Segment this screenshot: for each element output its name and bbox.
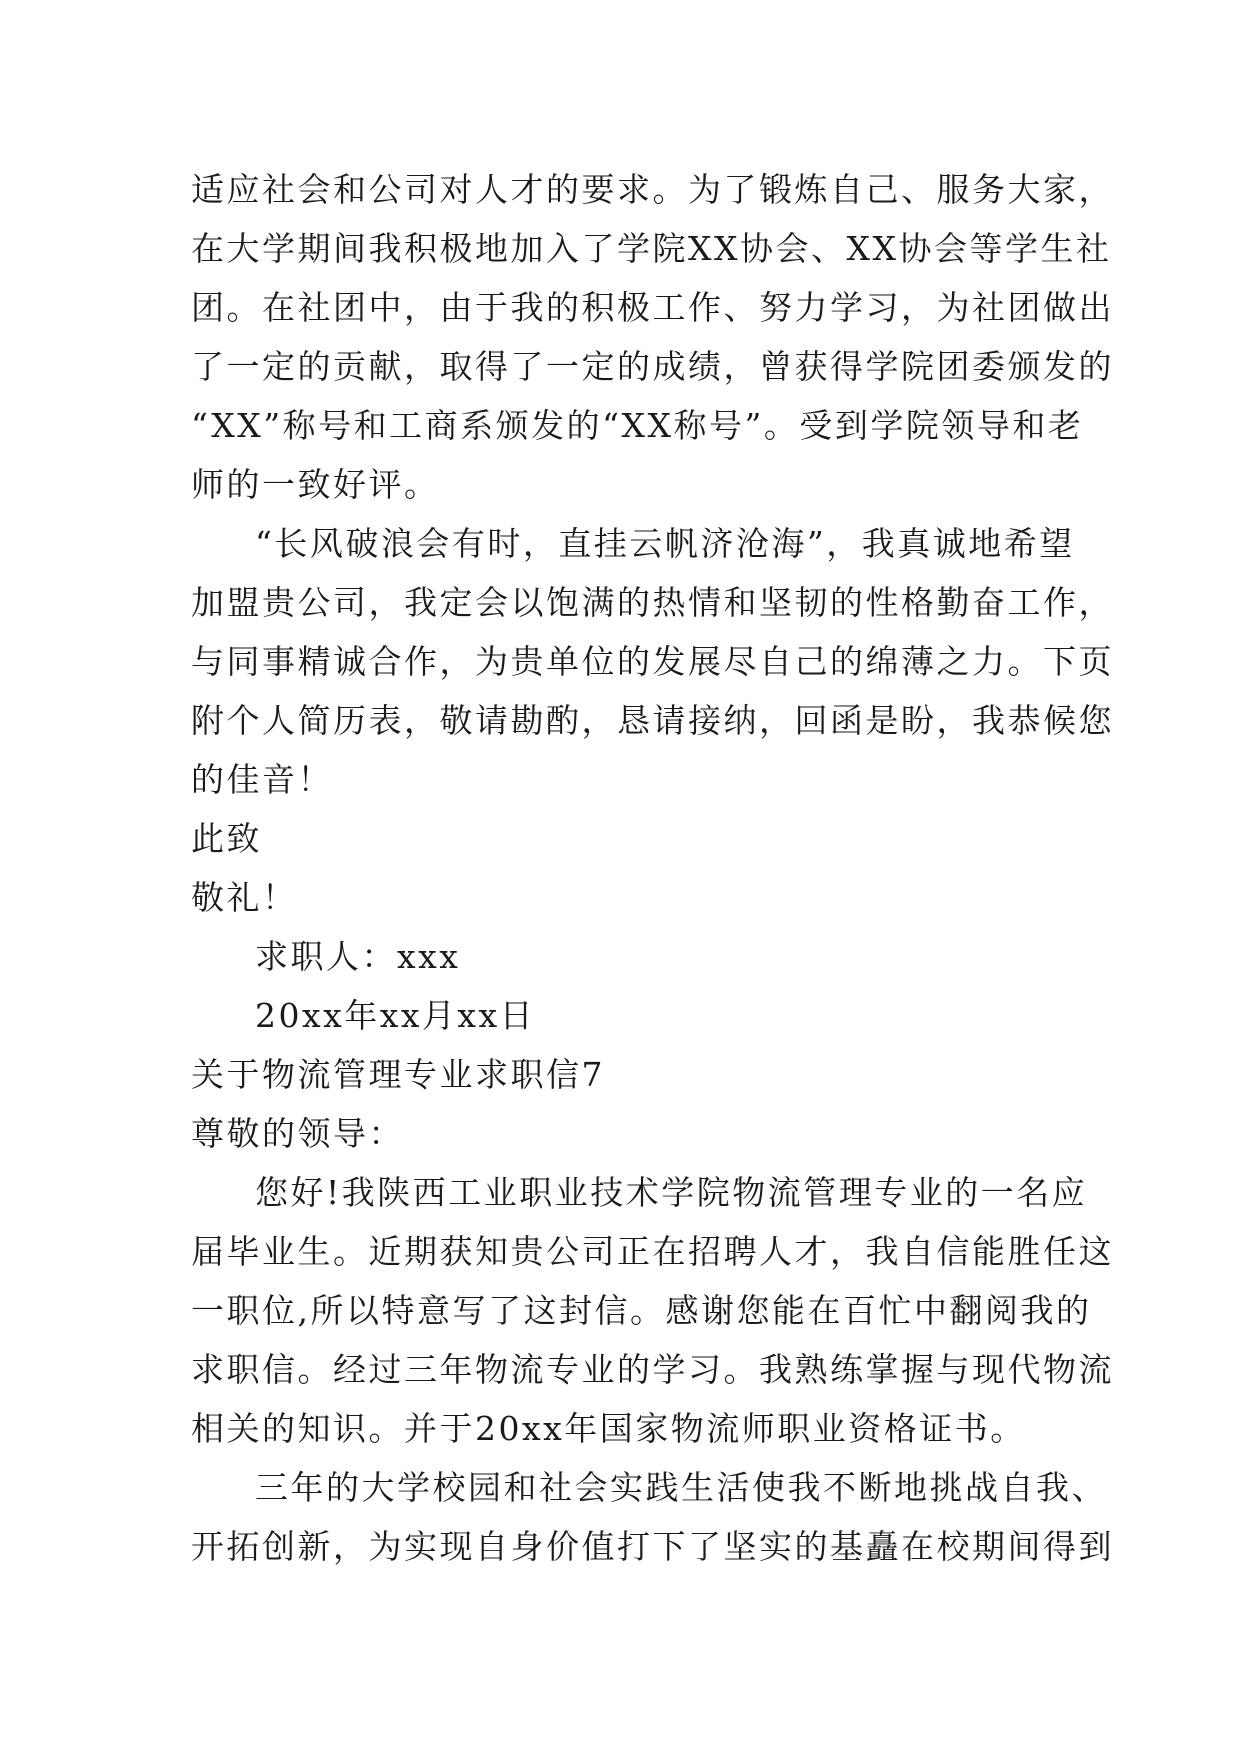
text-line: 与同事精诚合作，为贵单位的发展尽自己的绵薄之力。下页 bbox=[191, 642, 1114, 681]
letter-body bbox=[191, 160, 1114, 1576]
text-line: 开拓创新，为实现自身价值打下了坚实的基矗在校期间得到 bbox=[191, 1527, 1114, 1566]
closing-regards: 敬礼！ bbox=[191, 878, 298, 917]
section-title: 关于物流管理专业求职信7 bbox=[191, 1055, 605, 1094]
applicant-signature: 求职人：xxx bbox=[255, 937, 461, 976]
text-line: 适应社会和公司对人才的要求。为了锻炼自己、服务大家， bbox=[191, 170, 1114, 209]
paragraph-first-line: 三年的大学校园和社会实践生活使我不断地挑战自我、 bbox=[255, 1468, 1107, 1507]
letter-date: 20xx年xx月xx日 bbox=[255, 996, 536, 1035]
text-line: 师的一致好评。 bbox=[191, 465, 440, 504]
letter-greeting: 尊敬的领导： bbox=[191, 1114, 404, 1153]
text-line: 一职位,所以特意写了这封信。感谢您能在百忙中翻阅我的 bbox=[191, 1291, 1092, 1330]
text-line: 在大学期间我积极地加入了学院XX协会、XX协会等学生社 bbox=[191, 229, 1112, 268]
text-line: 的佳音！ bbox=[191, 760, 333, 799]
text-line: 了一定的贡献，取得了一定的成绩，曾获得学院团委颁发的 bbox=[191, 347, 1114, 386]
paragraph-first-line: 您好!我陕西工业职业技术学院物流管理专业的一名应 bbox=[255, 1173, 1088, 1212]
text-line: 相关的知识。并于20xx年国家物流师职业资格证书。 bbox=[191, 1409, 1026, 1448]
paragraph-first-line: “长风破浪会有时，直挂云帆济沧海”，我真诚地希望 bbox=[255, 524, 1075, 563]
closing-salutation: 此致 bbox=[191, 819, 262, 858]
text-line: “XX”称号和工商系颁发的“XX称号”。受到学院领导和老 bbox=[191, 406, 1084, 445]
text-line: 附个人简历表，敬请勘酌，恳请接纳，回函是盼，我恭候您 bbox=[191, 701, 1114, 740]
text-line: 团。在社团中，由于我的积极工作、努力学习，为社团做出 bbox=[191, 288, 1114, 327]
text-line: 求职信。经过三年物流专业的学习。我熟练掌握与现代物流 bbox=[191, 1350, 1114, 1389]
text-line: 届毕业生。近期获知贵公司正在招聘人才，我自信能胜任这 bbox=[191, 1232, 1114, 1271]
text-line: 加盟贵公司，我定会以饱满的热情和坚韧的性格勤奋工作， bbox=[191, 583, 1114, 622]
